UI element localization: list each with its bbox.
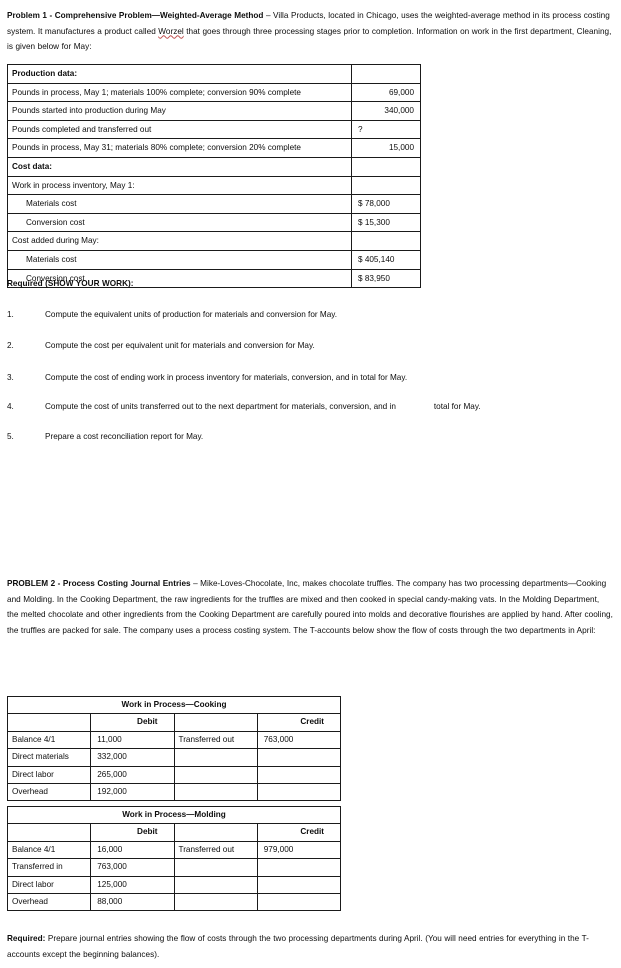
problem2-heading-dash: – — [190, 579, 201, 588]
required-item-1-text: Compute the equivalent units of production for materials and conversion for May. — [45, 310, 338, 319]
problem1-intro-text-a: Villa Products, located in Chicago, uses the weighted-average method in its process costing system. It manufactures a product called — [7, 11, 610, 36]
debit-value: 192,000 — [91, 784, 174, 801]
row-value: $ 15,300 — [352, 213, 421, 232]
debit-label: Direct materials — [8, 749, 91, 766]
required-item-4-text — [45, 400, 607, 413]
required-item-2 — [7, 339, 607, 352]
credit-label — [174, 894, 257, 911]
row-label: Pounds completed and transferred out — [8, 120, 352, 139]
credit-label — [174, 876, 257, 893]
debit-value: 16,000 — [91, 841, 174, 858]
table-row — [8, 784, 341, 801]
table-row — [8, 176, 421, 195]
credit-value — [257, 894, 340, 911]
table-row — [8, 876, 341, 893]
required-item-3-text: Compute the cost of ending work in process inventory for materials, conversion, and in total for May. — [45, 373, 408, 382]
problem2-heading: PROBLEM 2 - Process Costing Journal Entries — [7, 579, 191, 588]
row-value: 69,000 — [352, 83, 421, 102]
row-value — [352, 65, 421, 84]
debit-value: 332,000 — [91, 749, 174, 766]
work-in-process-molding-table — [7, 806, 341, 911]
debit-label: Overhead — [8, 784, 91, 801]
taccount-title: Work in Process—Molding — [8, 807, 341, 824]
required-item-1 — [7, 308, 607, 321]
table-row — [8, 824, 341, 841]
problem2-required-paragraph — [7, 931, 613, 962]
table-row — [8, 195, 421, 214]
row-value: 340,000 — [352, 102, 421, 121]
required-item-2-text: Compute the cost per equivalent unit for materials and conversion for May. — [45, 341, 315, 350]
problem2-intro-paragraph — [7, 576, 613, 638]
problem1-required-heading — [7, 276, 407, 292]
row-value: $ 78,000 — [352, 195, 421, 214]
table-row — [8, 749, 341, 766]
table-row — [8, 102, 421, 121]
table-row — [8, 807, 341, 824]
work-in-process-cooking-table — [7, 696, 341, 801]
row-label: Pounds in process, May 31; materials 80% complete; conversion 20% complete — [8, 139, 352, 158]
table-row — [8, 157, 421, 176]
blank-cell — [174, 714, 257, 731]
credit-value — [257, 859, 340, 876]
credit-value — [257, 766, 340, 783]
row-value — [352, 232, 421, 251]
table-row — [8, 859, 341, 876]
credit-label — [174, 784, 257, 801]
required-item-2-number: 2. — [7, 341, 14, 350]
blank-cell — [8, 714, 91, 731]
problem2-required-text: Prepare journal entries showing the flow of costs through the two processing departments during April. (You will need entries for everything in the T-accounts except the beginning balances). — [7, 934, 589, 959]
production-cost-data-table — [7, 64, 421, 288]
required-item-4 — [7, 400, 607, 413]
table-row — [8, 697, 341, 714]
credit-value — [257, 876, 340, 893]
row-label: Conversion cost — [8, 269, 352, 288]
required-item-3-number: 3. — [7, 373, 14, 382]
table-row — [8, 120, 421, 139]
credit-header: Credit — [257, 824, 340, 841]
debit-header: Debit — [91, 824, 174, 841]
debit-value: 11,000 — [91, 731, 174, 748]
problem1-heading-dash: – — [263, 11, 274, 20]
debit-label: Balance 4/1 — [8, 841, 91, 858]
table-row — [8, 714, 341, 731]
row-label: Pounds in process, May 1; materials 100% complete; conversion 90% complete — [8, 83, 352, 102]
row-value: ? — [352, 120, 421, 139]
table-row — [8, 766, 341, 783]
problem1-intro-text-b: that goes through three processing stages prior to completion. Information on work in the first department, Cleaning, is given below for May: — [7, 26, 612, 52]
required-label-emphasis: SHOW YOUR WORK — [47, 279, 129, 288]
required-item-5 — [7, 430, 607, 443]
blank-cell — [174, 824, 257, 841]
table-row — [8, 731, 341, 748]
row-label: Conversion cost — [8, 213, 352, 232]
row-label: Materials cost — [8, 195, 352, 214]
credit-value — [257, 784, 340, 801]
row-label: Materials cost — [8, 250, 352, 269]
debit-value: 763,000 — [91, 859, 174, 876]
debit-value: 265,000 — [91, 766, 174, 783]
row-label: Production data: — [8, 65, 352, 84]
required-item-5-number: 5. — [7, 432, 14, 441]
row-label: Work in process inventory, May 1: — [8, 176, 352, 195]
credit-label — [174, 859, 257, 876]
row-value: $ 405,140 — [352, 250, 421, 269]
problem1-heading: Problem 1 - Comprehensive Problem—Weighted-Average Method — [7, 11, 264, 20]
required-label-prefix: Required ( — [7, 279, 48, 288]
row-label: Cost data: — [8, 157, 352, 176]
debit-value: 125,000 — [91, 876, 174, 893]
required-item-4-text-b: total for May. — [433, 402, 481, 411]
table-row — [8, 250, 421, 269]
table-row — [8, 213, 421, 232]
credit-value — [257, 749, 340, 766]
problem1-product-name: Worzel — [158, 26, 184, 36]
credit-value: 763,000 — [257, 731, 340, 748]
table-row — [8, 232, 421, 251]
problem2-intro-text: Mike-Loves-Chocolate, Inc, makes chocolate truffles. The company has two processing departments—Cooking and Molding. In the Cooking Department, the raw ingredients for the truffles are mixed and then cooked in special candy-making vats. In the Molding Department, the melted chocolate and other ingredients from the Cooking Department are carefully poured into molds and decorative flourishes are applied by hand. After cooling, the truffles are packed for sale. The company uses a process costing system. The T-accounts below show the flow of costs through the two departments in April: — [7, 579, 613, 635]
row-label: Pounds started into production during May — [8, 102, 352, 121]
credit-value: 979,000 — [257, 841, 340, 858]
table-row — [8, 841, 341, 858]
row-value — [352, 176, 421, 195]
table-row — [8, 139, 421, 158]
debit-header: Debit — [91, 714, 174, 731]
taccount-title: Work in Process—Cooking — [8, 697, 341, 714]
debit-label: Balance 4/1 — [8, 731, 91, 748]
credit-label: Transferred out — [174, 841, 257, 858]
required-item-3 — [7, 371, 607, 384]
debit-value: 88,000 — [91, 894, 174, 911]
table-row — [8, 894, 341, 911]
debit-label: Direct labor — [8, 766, 91, 783]
debit-label: Direct labor — [8, 876, 91, 893]
problem1-intro-paragraph — [7, 8, 613, 55]
row-value: $ 83,950 — [352, 269, 421, 288]
required-item-4-number: 4. — [7, 402, 14, 411]
problem2-required-label: Required: — [7, 934, 46, 943]
credit-label: Transferred out — [174, 731, 257, 748]
required-label-suffix: ): — [128, 279, 134, 288]
table-row — [8, 65, 421, 84]
credit-header: Credit — [257, 714, 340, 731]
required-item-5-text: Prepare a cost reconciliation report for May. — [45, 432, 204, 441]
row-value — [352, 157, 421, 176]
table-row — [8, 83, 421, 102]
debit-label: Transferred in — [8, 859, 91, 876]
required-item-4-text-a: Compute the cost of units transferred out to the next department for materials, conversion, and in — [45, 402, 396, 411]
row-label: Cost added during May: — [8, 232, 352, 251]
credit-label — [174, 766, 257, 783]
row-value: 15,000 — [352, 139, 421, 158]
required-item-1-number: 1. — [7, 310, 14, 319]
debit-label: Overhead — [8, 894, 91, 911]
credit-label — [174, 749, 257, 766]
blank-cell — [8, 824, 91, 841]
